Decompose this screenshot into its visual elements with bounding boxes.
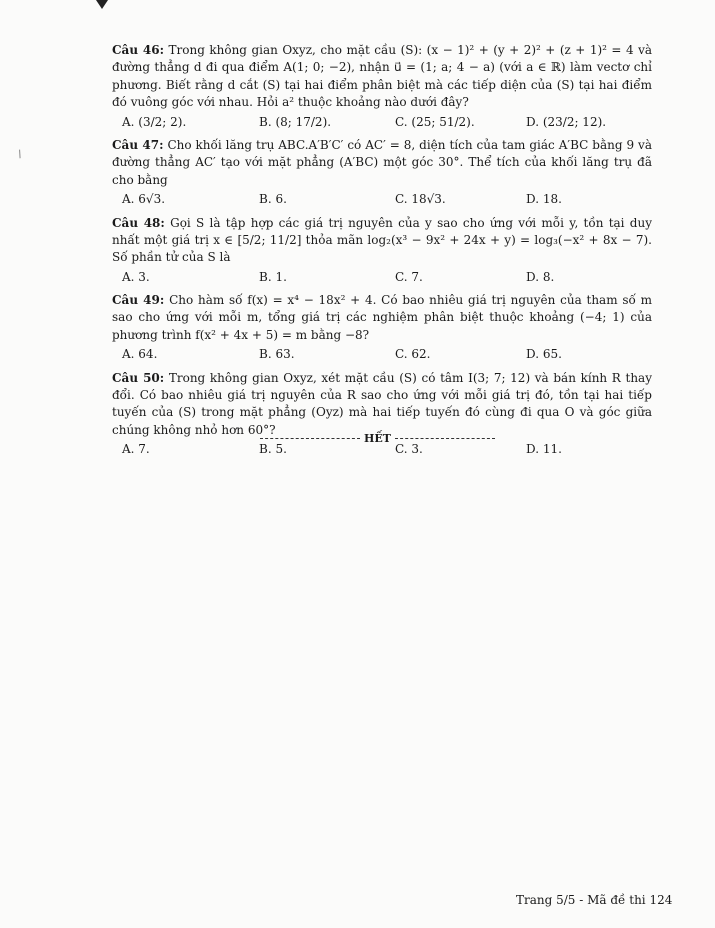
stray-pen-mark: / [16, 148, 24, 161]
question-48 [112, 215, 652, 287]
answer-a: A. 7. [122, 442, 150, 457]
answer-b: B. 5. [259, 442, 287, 457]
page-footer: Trang 5/5 - Mã đề thi 124 [516, 893, 673, 907]
answer-options [122, 191, 652, 208]
answer-a: A. 6√3. [122, 192, 166, 207]
answer-d: D. (23/2; 12). [526, 114, 607, 129]
answer-b: B. 1. [259, 269, 287, 284]
answer-b: B. 63. [259, 347, 295, 362]
answer-b: B. 6. [259, 192, 287, 207]
end-divider-right [395, 438, 495, 439]
question-label: Câu 48: [112, 215, 165, 230]
question-list [112, 42, 652, 465]
end-marker [260, 432, 495, 445]
question-text: Cho hàm số f(x) = x⁴ − 18x² + 4. Có bao nhiêu giá trị nguyên của tham số m sao cho ứng với mỗi m, tổng giá trị các nghiệm phân biệt thuộc khoảng (−4; 1) của phương trình f(x² + 4x + 5) = m bằng −8? [112, 293, 652, 342]
answer-c: C. (25; 51/2). [395, 114, 475, 129]
answer-options [122, 346, 652, 363]
question-text: Cho khối lăng trụ ABC.A′B′C′ có AC′ = 8, diện tích của tam giác A′BC bằng 9 và đường thẳng AC′ tạo với mặt phẳng (A′BC) một góc 30°. Thể tích của khối lăng trụ đã cho bằng [112, 137, 652, 187]
answer-d: D. 18. [526, 192, 562, 207]
answer-d: D. 8. [526, 269, 555, 284]
answer-d: D. 65. [526, 347, 562, 362]
question-47 [112, 137, 652, 209]
answer-b: B. (8; 17/2). [259, 114, 332, 129]
question-46 [112, 42, 652, 131]
answer-c: C. 18√3. [395, 192, 446, 207]
question-label: Câu 49: [112, 293, 165, 308]
question-label: Câu 46: [112, 43, 165, 57]
answer-c: C. 62. [395, 347, 431, 362]
question-label: Câu 50: [112, 370, 165, 385]
question-label: Câu 47: [112, 137, 164, 152]
answer-options [122, 269, 652, 286]
answer-a: A. (3/2; 2). [122, 114, 187, 129]
question-50 [112, 370, 652, 459]
question-text: Trong không gian Oxyz, xét mặt cầu (S) có tâm I(3; 7; 12) và bán kính R thay đổi. Có bao nhiêu giá trị nguyên của R sao cho ứng với mỗi giá trị đó, tồn tại hai tiếp tuyến của (S) trong mặt phẳng (Oyz) mà hai tiếp tuyến đó cùng đi qua O và góc giữa chúng không nhỏ hơn 60°? [112, 370, 652, 437]
answer-options [122, 114, 652, 131]
answer-d: D. 11. [526, 442, 562, 457]
question-text: Trong không gian Oxyz, cho mặt cầu (S): (x − 1)² + (y + 2)² + (z + 1)² = 4 và đường thẳng d đi qua điểm A(1; 0; −2), nhận u⃗ = (1; a; 4 − a) (với a ∈ ℝ) làm vectơ chỉ phương. Biết rằng d cắt (S) tại hai điểm phân biệt mà các tiếp diện của (S) tại hai điểm đó vuông góc với nhau. Hỏi a² thuộc khoảng nào dưới đây? [112, 43, 652, 110]
answer-c: C. 7. [395, 269, 423, 284]
end-divider-left [260, 438, 360, 439]
answer-a: A. 64. [122, 347, 158, 362]
end-marker-text: HẾT [364, 432, 391, 445]
answer-a: A. 3. [122, 269, 150, 284]
question-49 [112, 292, 652, 364]
corner-mark [96, 0, 108, 9]
answer-c: C. 3. [395, 442, 423, 457]
question-text: Gọi S là tập hợp các giá trị nguyên của y sao cho ứng với mỗi y, tồn tại duy nhất một giá trị x ∈ [5/2; 11/2] thỏa mãn log₂(x³ − 9x² + 24x + y) = log₃(−x² + 8x − 7). Số phần tử của S là [112, 215, 652, 265]
